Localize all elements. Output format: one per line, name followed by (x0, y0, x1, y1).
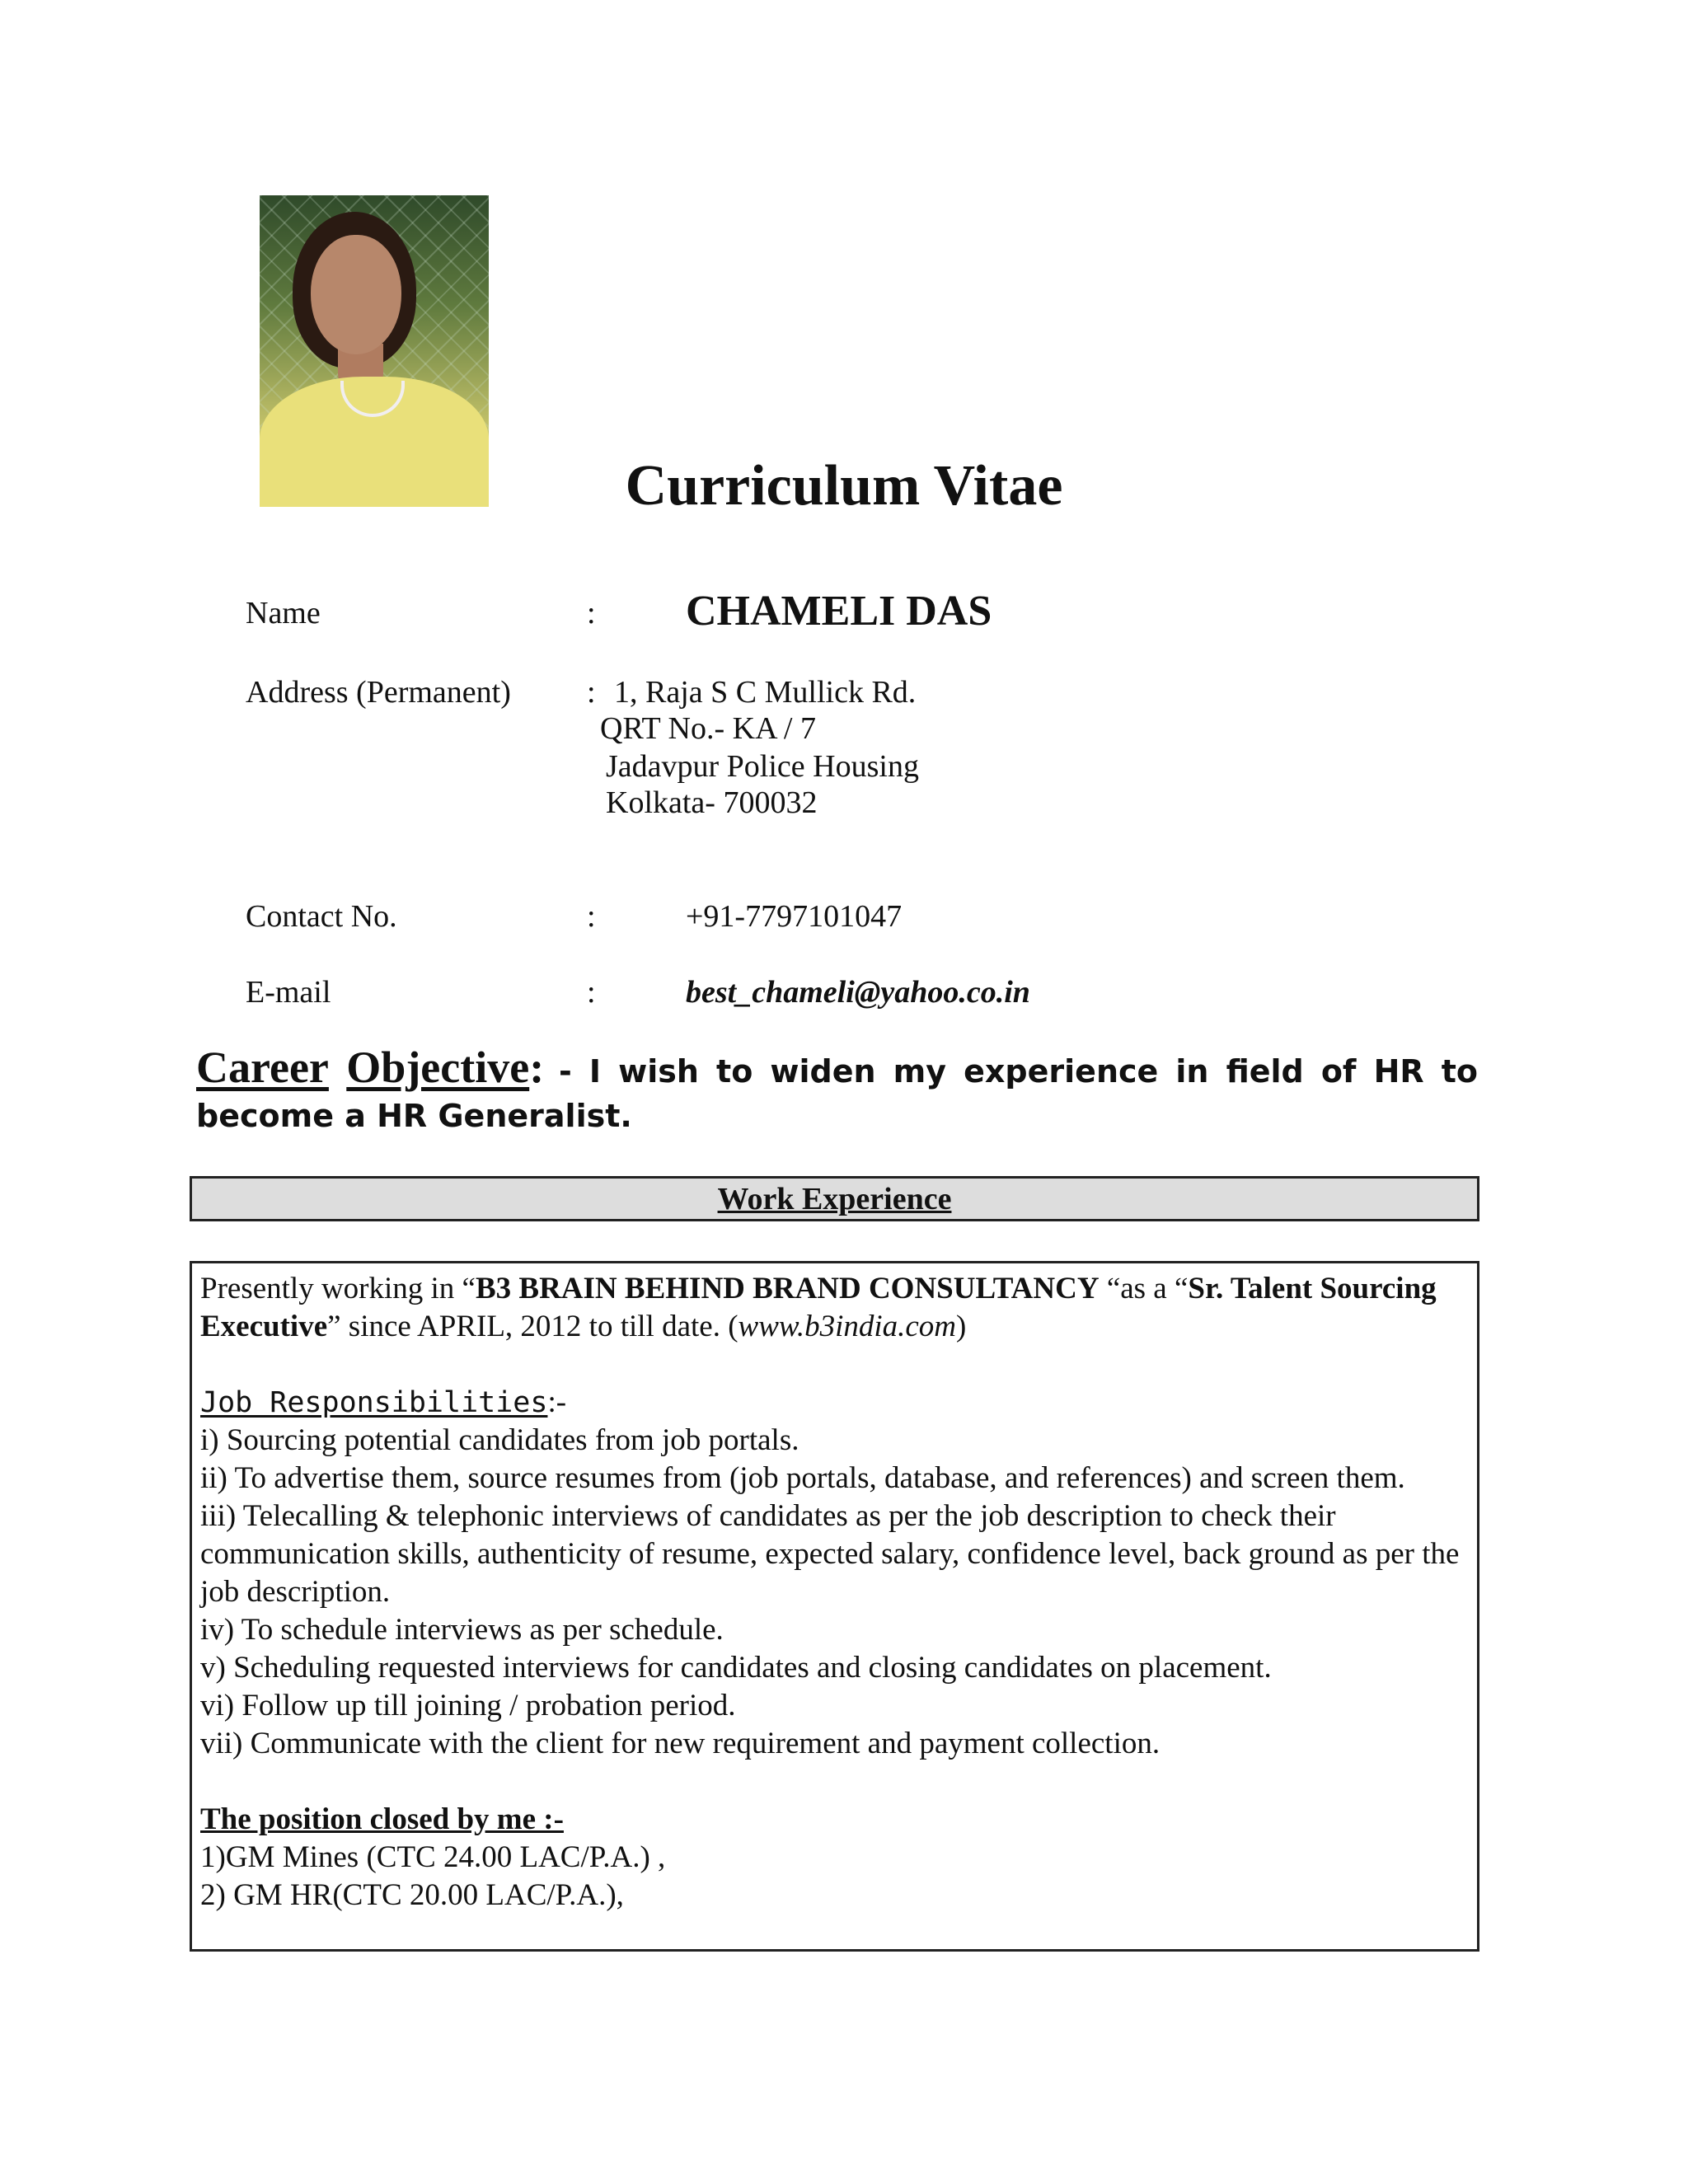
address-line-1: 1, Raja S C Mullick Rd. (614, 675, 917, 710)
contact-label: Contact No. (246, 899, 397, 934)
address-line-2: QRT No.- KA / 7 (600, 711, 816, 746)
job-responsibilities-heading: Job Responsibilities:- (200, 1385, 567, 1419)
list-item: vi) Follow up till joining / probation period. (200, 1689, 736, 1722)
list-item: vii) Communicate with the client for new requirement and payment collection. (200, 1727, 1160, 1760)
work-experience-header (190, 1176, 1479, 1221)
address-line-3: Jadavpur Police Housing (606, 749, 919, 784)
positions-closed-heading: The position closed by me :- (200, 1802, 564, 1836)
career-objective-text: - I wish to widen my experience in field of HR to become a HR Generalist. (196, 1053, 1478, 1134)
list-item: iv) To schedule interviews as per schedule. (200, 1613, 724, 1647)
address-line-4: Kolkata- 700032 (606, 785, 818, 820)
list-item: 2) GM HR(CTC 20.00 LAC/P.A.), (200, 1878, 624, 1912)
page-title-text: Curriculum Vitae (625, 454, 1063, 518)
email-value: best_chameli@yahoo.co.in (686, 975, 1030, 1010)
list-item: v) Scheduling requested interviews for candidates and closing candidates on placement. (200, 1651, 1272, 1685)
email-label: E-mail (246, 975, 331, 1010)
work-experience-title: Work Experience (717, 1182, 952, 1216)
address-colon: : (587, 675, 596, 710)
list-item: 1)GM Mines (CTC 24.00 LAC/P.A.) , (200, 1840, 666, 1874)
name-value: CHAMELI DAS (686, 588, 992, 635)
list-item: iii) Telecalling & telephonic interviews of candidates as per the job description to check their communication skills, authenticity of resume, expected salary, confidence level, back ground as per the job description. (200, 1499, 1460, 1609)
contact-colon: : (587, 899, 596, 934)
page-title (0, 453, 1688, 519)
current-position: Presently working in “B3 BRAIN BEHIND BRAND CONSULTANCY “as a “Sr. Talent Sourcing Executive” since APRIL, 2012 to till date. (www.b3india.com) (200, 1272, 1437, 1343)
career-objective-heading: Career Objective: (196, 1043, 545, 1092)
list-item: i) Sourcing potential candidates from job portals. (200, 1423, 799, 1457)
job-role: Sr. Talent Sourcing Executive (200, 1272, 1437, 1343)
company-website: www.b3india.com (738, 1310, 957, 1343)
career-objective (196, 1045, 1478, 1138)
company-name: B3 BRAIN BEHIND BRAND CONSULTANCY (475, 1272, 1100, 1305)
email-colon: : (587, 975, 596, 1010)
address-label: Address (Permanent) (246, 675, 511, 710)
contact-value: +91-7797101047 (686, 899, 903, 934)
name-label: Name (246, 596, 321, 630)
list-item: ii) To advertise them, source resumes from (job portals, database, and references) and screen them. (200, 1461, 1405, 1495)
name-colon: : (587, 596, 596, 630)
work-experience-box (190, 1261, 1479, 1952)
